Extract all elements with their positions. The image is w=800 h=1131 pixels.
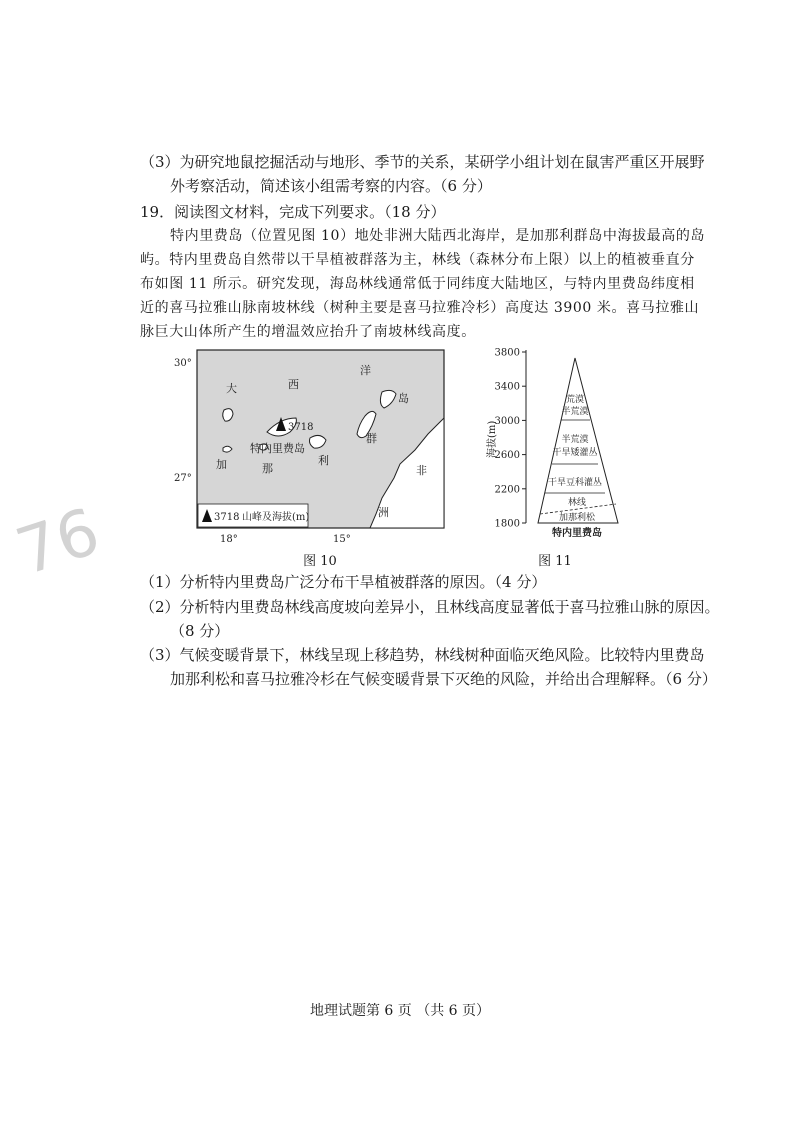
y-tick-label: 1800 — [494, 518, 520, 530]
y-axis-label: 海拔(m) — [487, 420, 498, 458]
label-yang: 洋 — [360, 364, 371, 377]
label-da: 大 — [226, 382, 237, 395]
figure-10-map — [170, 348, 450, 550]
base-label: 特内里费岛 — [552, 528, 602, 539]
q19-para-line5: 脉巨大山体所产生的增温效应抬升了南坡林线高度。 — [140, 324, 476, 340]
y-tick-label: 3400 — [494, 381, 520, 393]
figure-10-caption: 图 10 — [303, 554, 337, 569]
zone-desert-label: 荒漠 — [565, 395, 585, 405]
q18-3-line1: （3）为研究地鼠挖掘活动与地形、季节的关系，某研学小组计划在鼠害严重区开展野 — [140, 153, 705, 171]
q19-2-line1: （2）分析特内里费岛林线高度坡向差异小，且林线高度显著低于喜马拉雅山脉的原因。 — [140, 598, 720, 616]
label-na: 那 — [262, 462, 273, 475]
legend-text: 山峰及海拔(m) — [242, 512, 310, 523]
longitude-left: 18° — [220, 534, 238, 545]
q19-para-line3: 布如图 11 所示。研究发现，海岛林线通常低于同纬度大陆地区，与特内里费岛纬度相 — [140, 276, 695, 292]
label-xi: 西 — [288, 378, 299, 391]
island-name-tenerife: 特内里费岛 — [250, 442, 305, 455]
q19-2-line2: （8 分） — [170, 622, 230, 640]
zone-semidesert-label: 半荒漠 — [561, 407, 589, 417]
label-li: 利 — [318, 454, 329, 467]
y-tick-label: 2200 — [494, 484, 520, 496]
treeline-label: 林线 — [567, 498, 587, 508]
q19-3-line2: 加那利松和喜马拉雅冷杉在气候变暖背景下灭绝的风险，并给出合理解释。（6 分） — [170, 670, 717, 688]
y-tick-label: 3800 — [494, 347, 520, 359]
y-ticks — [495, 348, 526, 530]
page-footer: 地理试题第 6 页 （共 6 页） — [309, 1003, 491, 1019]
q19-3-line1: （3）气候变暖背景下，林线呈现上移趋势，林线树种面临灭绝风险。比较特内里费岛 — [140, 646, 705, 664]
q18-3-line2: 外考察活动，简述该小组需考察的内容。（6 分） — [170, 177, 492, 195]
peak-elevation: 3718 — [288, 422, 314, 433]
label-zhou: 洲 — [378, 506, 389, 519]
zone-dry-shrub-label: 干旱矮灌丛 — [552, 448, 598, 458]
longitude-right: 15° — [333, 534, 351, 545]
figure-11-caption: 图 11 — [538, 554, 572, 569]
label-dao: 岛 — [398, 392, 409, 405]
q19-para-line4: 近的喜马拉雅山脉南坡林线（树种主要是喜马拉雅冷杉）高度达 3900 米。喜马拉雅山 — [140, 300, 700, 316]
zone-legume-shrub-label: 干旱豆科灌丛 — [547, 478, 603, 488]
q19-para-line2: 屿。特内里费岛自然带以干旱植被群落为主，林线（森林分布上限）以上的植被垂直分 — [140, 252, 695, 268]
latitude-top: 30° — [174, 358, 192, 369]
y-tick-label: 2600 — [494, 450, 520, 462]
q19-heading: 19．阅读图文材料，完成下列要求。（18 分） — [140, 203, 446, 221]
label-qun: 群 — [366, 432, 377, 445]
watermark: 76 — [8, 494, 109, 591]
legend-value: 3718 — [214, 512, 240, 523]
figure-11-zonation — [480, 346, 640, 546]
y-tick-label: 3000 — [494, 415, 520, 427]
label-jia: 加 — [216, 458, 227, 471]
zone-semidesert2-label: 半荒漠 — [561, 435, 589, 445]
latitude-bottom: 27° — [174, 473, 192, 484]
zone-canary-pine-label: 加那利松 — [558, 513, 596, 523]
q19-para-line1: 特内里费岛（位置见图 10）地处非洲大陆西北海岸，是加那利群岛中海拔最高的岛 — [170, 228, 706, 244]
q19-1: （1）分析特内里费岛广泛分布干旱植被群落的原因。（4 分） — [140, 573, 547, 591]
label-fei: 非 — [416, 464, 427, 477]
